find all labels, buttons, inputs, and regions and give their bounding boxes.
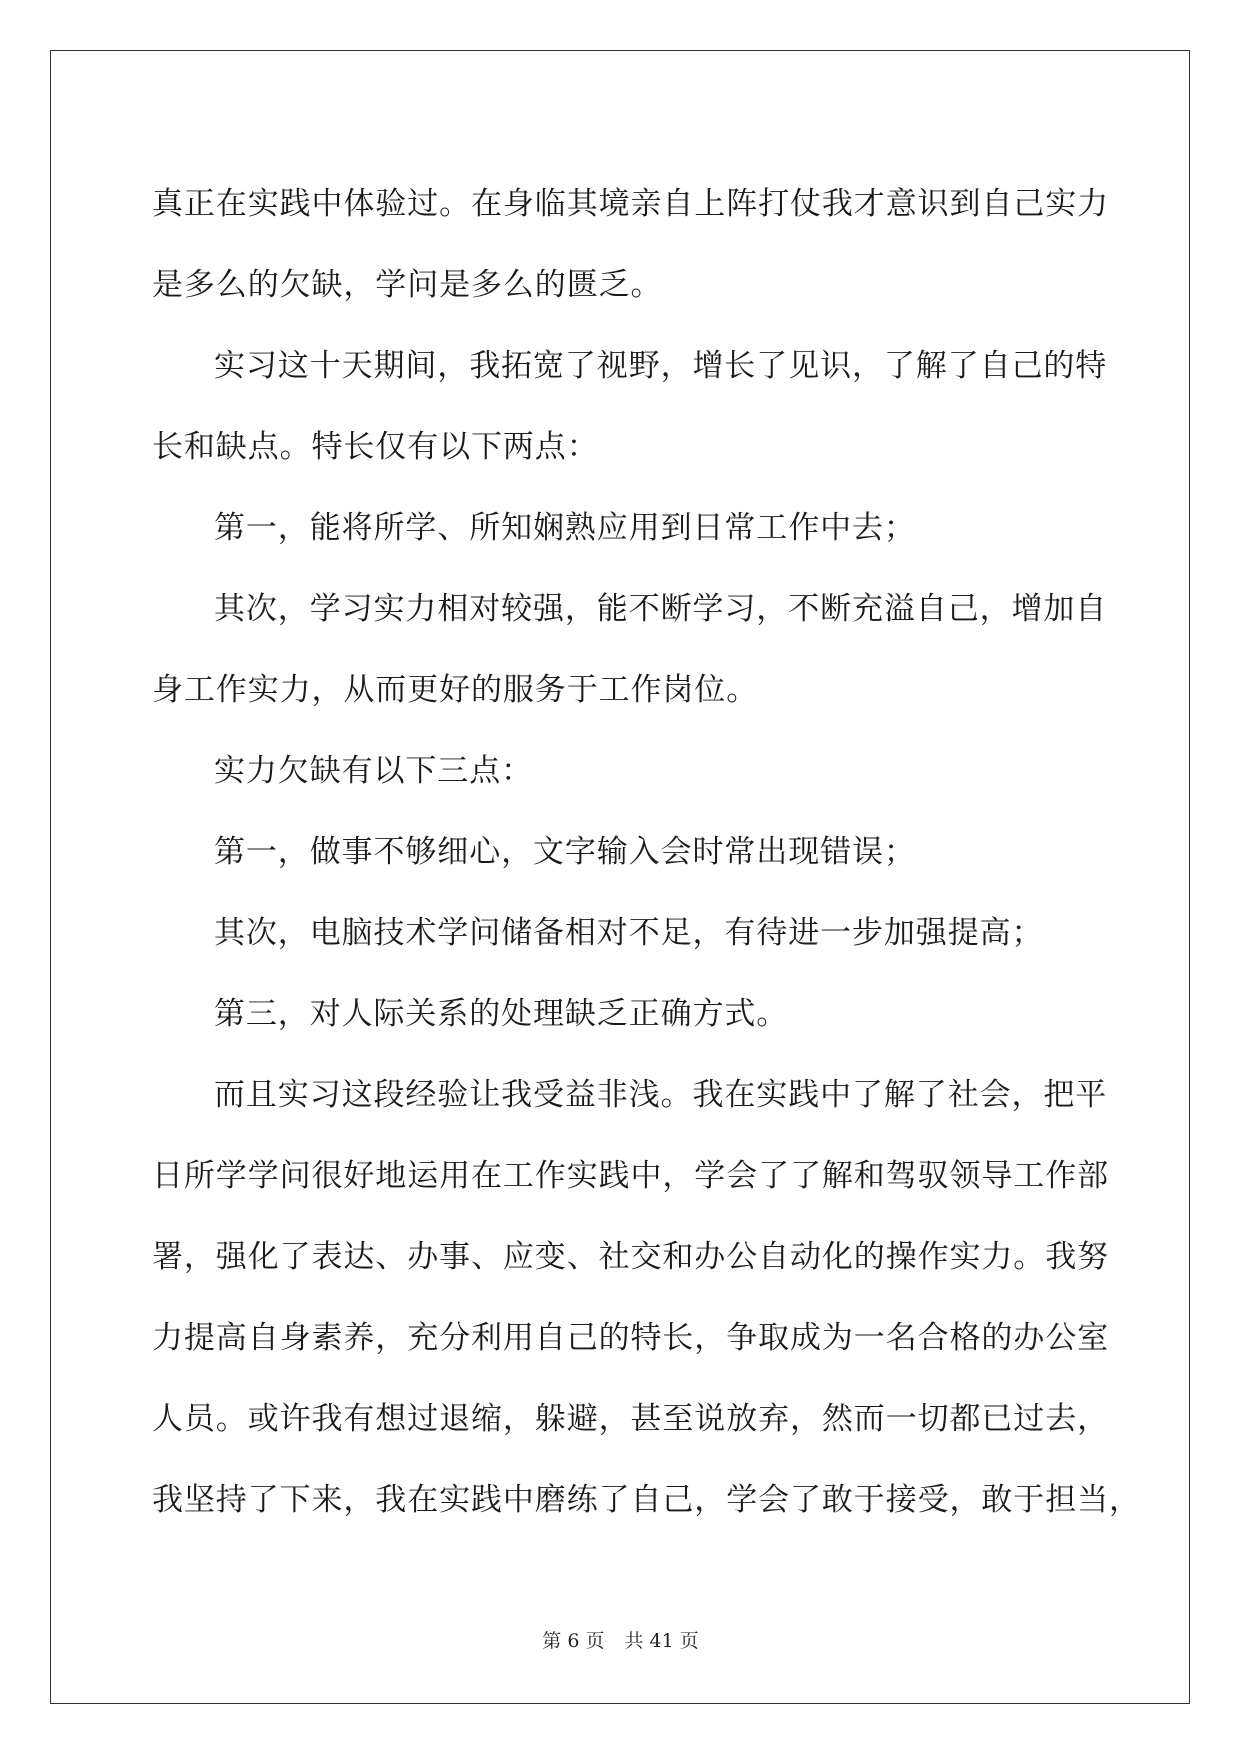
text-line-15: 力提高自身素养，充分利用自己的特长，争取成为一名合格的办公室	[152, 1320, 1109, 1356]
text-line-1: 真正在实践中体验过。在身临其境亲自上阵打仗我才意识到自己实力	[152, 186, 1109, 222]
text-line-5: 第一，能将所学、所知娴熟应用到日常工作中去；	[214, 510, 916, 546]
text-line-10: 其次，电脑技术学问储备相对不足，有待进一步加强提高；	[214, 915, 1044, 951]
text-line-9: 第一，做事不够细心，文字输入会时常出现错误；	[214, 834, 916, 870]
text-line-17: 我坚持了下来，我在实践中磨练了自己，学会了敢于接受，敢于担当，	[152, 1482, 1141, 1518]
text-line-4: 长和缺点。特长仅有以下两点：	[152, 429, 599, 465]
text-line-14: 署，强化了表达、办事、应变、社交和办公自动化的操作实力。我努	[152, 1239, 1109, 1275]
text-line-8: 实力欠缺有以下三点：	[214, 753, 533, 789]
text-line-12: 而且实习这段经验让我受益非浅。我在实践中了解了社会，把平	[214, 1077, 1108, 1113]
text-line-11: 第三，对人际关系的处理缺乏正确方式。	[214, 996, 789, 1032]
text-line-6: 其次，学习实力相对较强，能不断学习，不断充溢自己，增加自	[214, 591, 1108, 627]
text-line-3: 实习这十天期间，我拓宽了视野，增长了见识，了解了自己的特	[214, 348, 1108, 384]
text-line-13: 日所学学问很好地运用在工作实践中，学会了了解和驾驭领导工作部	[152, 1158, 1109, 1194]
document-body	[152, 164, 1141, 1541]
text-line-16: 人员。或许我有想过退缩，躲避，甚至说放弃，然而一切都已过去，	[152, 1401, 1109, 1437]
text-line-2: 是多么的欠缺，学问是多么的匮乏。	[152, 267, 663, 303]
page-footer	[0, 1626, 1241, 1653]
text-line-7: 身工作实力，从而更好的服务于工作岗位。	[152, 672, 759, 708]
total-pages: 共 41 页	[624, 1630, 699, 1652]
page-number: 第 6 页	[542, 1630, 605, 1652]
